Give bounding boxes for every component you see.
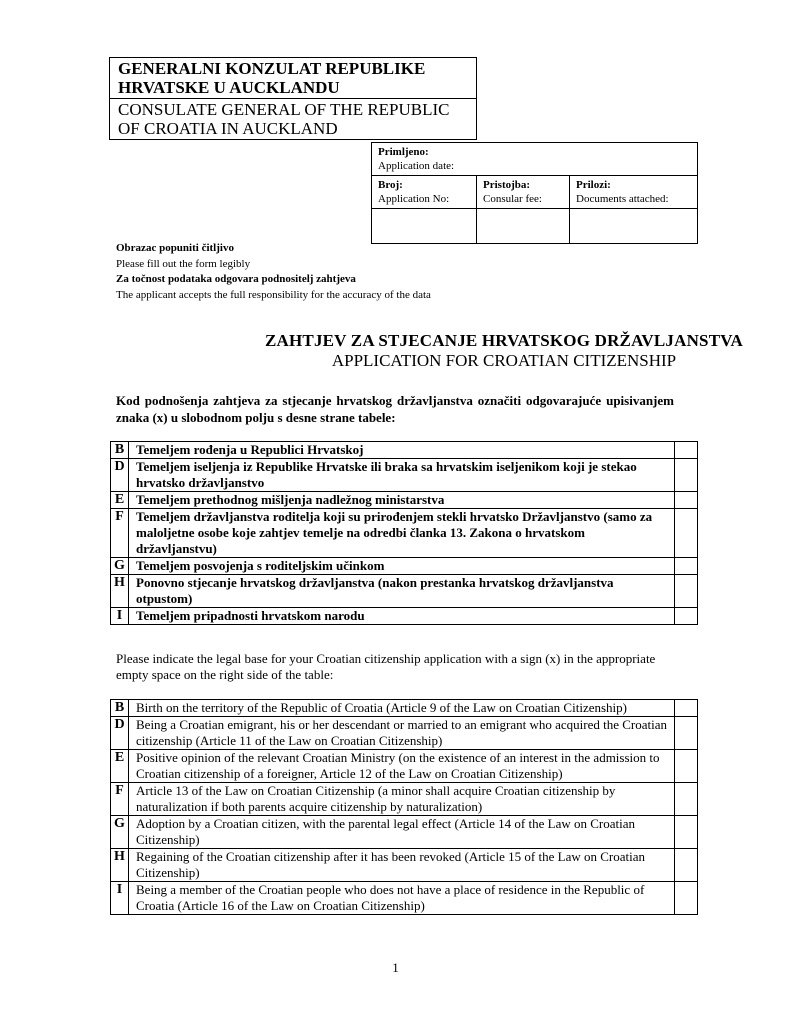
fee-label-hr: Pristojba:: [483, 179, 531, 191]
basis-en-row: [111, 849, 698, 882]
basis-hr-letter: B: [111, 442, 129, 459]
basis-en-row: [111, 700, 698, 717]
basis-en-text: Article 13 of the Law on Croatian Citizenship (a minor shall acquire Croatian citizenship by naturalization if both parents acquire citizenship by naturalization): [129, 783, 675, 816]
basis-en-letter: G: [111, 816, 129, 849]
basis-en-checkbox-cell[interactable]: [675, 849, 698, 882]
intro-text-en: Please indicate the legal base for your Croatian citizenship application with a sign (x) in the appropriate empty space on the right side of the table:: [116, 651, 656, 682]
basis-hr-text: Ponovno stjecanje hrvatskog državljanstva (nakon prestanka hrvatskog državljanstva otpustom): [129, 575, 675, 608]
office-use-table: [371, 142, 698, 244]
basis-hr-checkbox-cell[interactable]: [675, 575, 698, 608]
basis-en-checkbox-cell[interactable]: [675, 783, 698, 816]
basis-hr-text: Temeljem državljanstva roditelja koji su prirođenjem stekli hrvatsko Državljanstvo (samo za maloljetne osobe koje zahtjev temelje na odredbi članka 13. Zakona o hrvatskom državljanstvu): [129, 509, 675, 558]
consulate-name-en: CONSULATE GENERAL OF THE REPUBLIC OF CROATIA IN AUCKLAND: [110, 99, 477, 140]
basis-en-letter: B: [111, 700, 129, 717]
basis-en-text: Birth on the territory of the Republic of Croatia (Article 9 of the Law on Croatian Citizenship): [129, 700, 675, 717]
basis-hr-checkbox-cell[interactable]: [675, 558, 698, 575]
fee-input-cell[interactable]: [477, 209, 570, 244]
instructions: [116, 241, 431, 303]
basis-en-checkbox-cell[interactable]: [675, 700, 698, 717]
basis-hr-row: [111, 509, 698, 558]
instruction-legibly-hr: Obrazac popuniti čitljivo: [116, 242, 234, 254]
intro-text-hr: Kod podnošenja zahtjeva za stjecanje hrvatskog državljanstva označiti odgovarajuće upisivanjem znaka (x) u slobodnom polju s desne strane tabele:: [116, 393, 674, 425]
number-label-en: Application No:: [378, 193, 450, 205]
received-label-en: Application date:: [378, 160, 455, 172]
basis-hr-letter: F: [111, 509, 129, 558]
basis-hr-letter: I: [111, 608, 129, 625]
basis-en-checkbox-cell[interactable]: [675, 816, 698, 849]
received-label-hr: Primljeno:: [378, 146, 429, 158]
form-title-en: APPLICATION FOR CROATIAN CITIZENSHIP: [331, 351, 677, 370]
basis-hr-row: [111, 492, 698, 509]
instruction-legibly-en: Please fill out the form legibly: [116, 257, 251, 270]
basis-en-checkbox-cell[interactable]: [675, 882, 698, 915]
number-label-hr: Broj:: [378, 179, 403, 191]
basis-hr-row: [111, 608, 698, 625]
basis-en-row: [111, 717, 698, 750]
page-number: 1: [392, 960, 399, 975]
basis-hr-checkbox-cell[interactable]: [675, 608, 698, 625]
basis-en-row: [111, 882, 698, 915]
basis-en-row: [111, 783, 698, 816]
attachments-label-cell: [570, 176, 698, 209]
basis-hr-checkbox-cell[interactable]: [675, 509, 698, 558]
basis-en-letter: H: [111, 849, 129, 882]
number-label-cell: [372, 176, 477, 209]
basis-hr-text: Temeljem prethodnog mišljenja nadležnog ministarstva: [129, 492, 675, 509]
basis-hr-row: [111, 575, 698, 608]
basis-en-row: [111, 750, 698, 783]
basis-hr-letter: H: [111, 575, 129, 608]
fee-label-cell: [477, 176, 570, 209]
basis-en-checkbox-cell[interactable]: [675, 750, 698, 783]
basis-hr-row: [111, 459, 698, 492]
basis-en-letter: E: [111, 750, 129, 783]
basis-hr-letter: G: [111, 558, 129, 575]
basis-hr-row: [111, 442, 698, 459]
form-title-hr: ZAHTJEV ZA STJECANJE HRVATSKOG DRŽAVLJANSTVA: [264, 331, 744, 350]
fee-label-en: Consular fee:: [483, 193, 542, 205]
consulate-header: [109, 57, 477, 140]
basis-hr-text: Temeljem rođenja u Republici Hrvatskoj: [129, 442, 675, 459]
basis-en-row: [111, 816, 698, 849]
attachments-label-hr: Prilozi:: [576, 179, 611, 191]
basis-en-text: Positive opinion of the relevant Croatian Ministry (on the existence of an interest in the admission to Croatian citizenship of a foreigner, Article 12 of the Law on Croatian Citizenship): [129, 750, 675, 783]
basis-en-letter: F: [111, 783, 129, 816]
attachments-input-cell[interactable]: [570, 209, 698, 244]
basis-hr-checkbox-cell[interactable]: [675, 492, 698, 509]
basis-hr-text: Temeljem pripadnosti hrvatskom narodu: [129, 608, 675, 625]
basis-hr-text: Temeljem posvojenja s roditeljskim učinkom: [129, 558, 675, 575]
consulate-name-hr: GENERALNI KONZULAT REPUBLIKE HRVATSKE U AUCKLANDU: [110, 58, 477, 99]
basis-en-text: Being a member of the Croatian people who does not have a place of residence in the Republic of Croatia (Article 16 of the Law on Croatian Citizenship): [129, 882, 675, 915]
basis-hr-checkbox-cell[interactable]: [675, 459, 698, 492]
legal-basis-table-hr: [110, 441, 698, 625]
basis-hr-text: Temeljem iseljenja iz Republike Hrvatske ili braka sa hrvatskim iseljenikom koji je stekao hrvatsko državljanstvo: [129, 459, 675, 492]
number-input-cell[interactable]: [372, 209, 477, 244]
basis-en-text: Adoption by a Croatian citizen, with the parental legal effect (Article 14 of the Law on Croatian Citizenship): [129, 816, 675, 849]
basis-hr-letter: D: [111, 459, 129, 492]
received-field[interactable]: [372, 143, 698, 176]
instruction-accuracy-en: The applicant accepts the full responsibility for the accuracy of the data: [116, 288, 431, 301]
basis-hr-checkbox-cell[interactable]: [675, 442, 698, 459]
instruction-accuracy-hr: Za točnost podataka odgovara podnositelj zahtjeva: [116, 273, 356, 285]
basis-en-checkbox-cell[interactable]: [675, 717, 698, 750]
basis-en-text: Regaining of the Croatian citizenship after it has been revoked (Article 15 of the Law on Croatian Citizenship): [129, 849, 675, 882]
basis-hr-letter: E: [111, 492, 129, 509]
legal-basis-table-en: [110, 699, 698, 915]
basis-en-text: Being a Croatian emigrant, his or her descendant or married to an emigrant who acquired the Croatian citizenship (Article 11 of the Law on Croatian Citizenship): [129, 717, 675, 750]
basis-en-letter: I: [111, 882, 129, 915]
attachments-label-en: Documents attached:: [576, 193, 669, 205]
basis-en-letter: D: [111, 717, 129, 750]
basis-hr-row: [111, 558, 698, 575]
